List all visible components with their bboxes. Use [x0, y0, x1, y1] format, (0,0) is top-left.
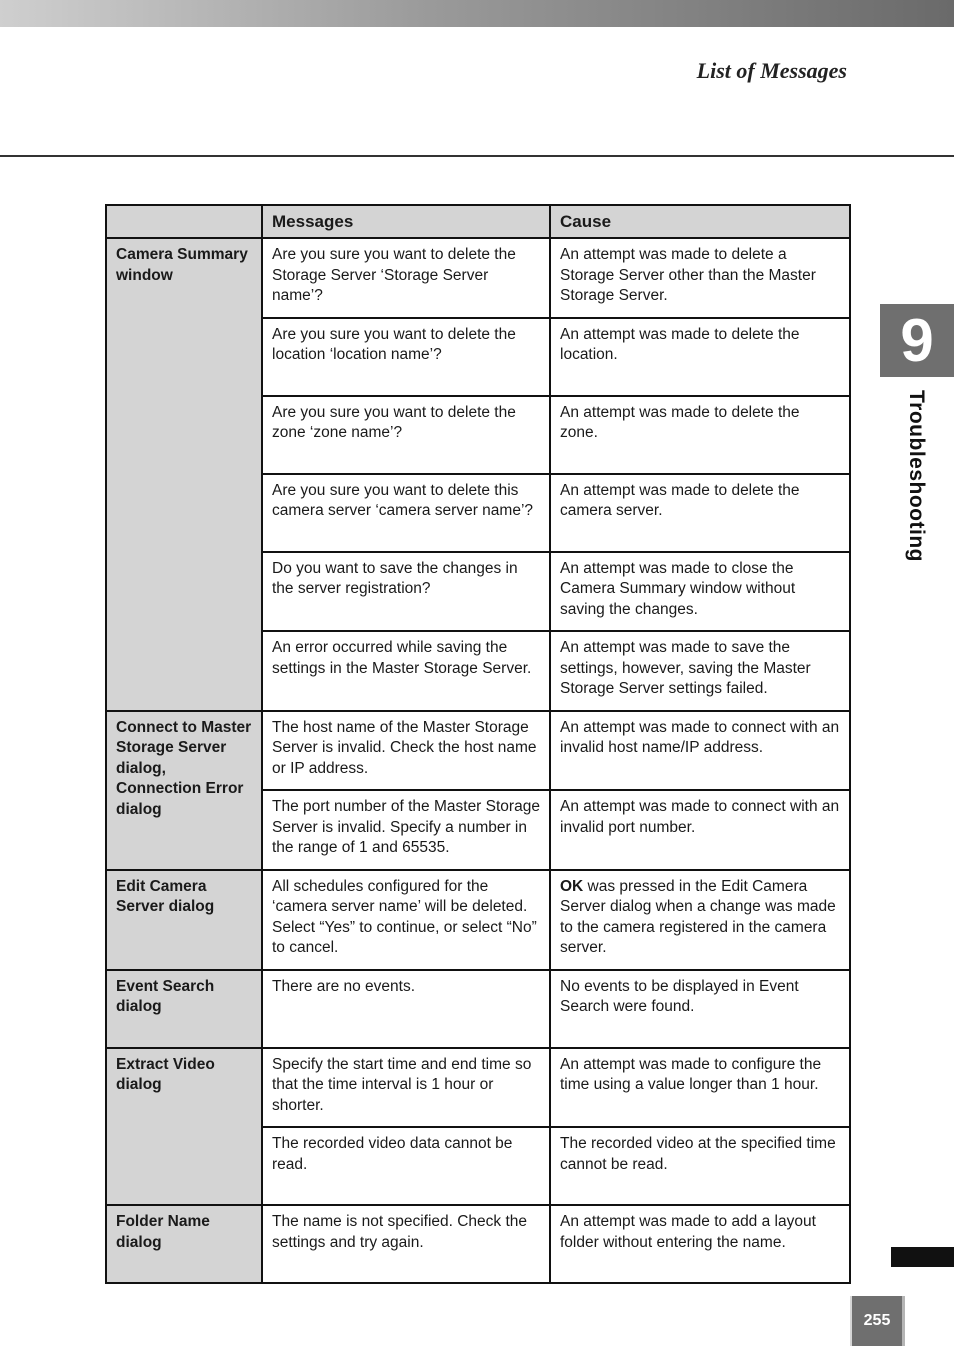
table-header-row [106, 205, 850, 238]
cause-cell: An attempt was made to delete a Storage Server other than the Master Storage Server. [550, 238, 850, 318]
top-decorative-band [0, 0, 954, 27]
message-cell: Specify the start time and end time so that the time interval is 1 hour or shorter. [262, 1048, 550, 1128]
cause-cell: An attempt was made to delete the location. [550, 318, 850, 396]
page-header-title: List of Messages [696, 58, 847, 83]
message-cell: Are you sure you want to delete the location ‘location name’? [262, 318, 550, 396]
table-row [106, 1205, 850, 1283]
cause-cell: An attempt was made to configure the time using a value longer than 1 hour. [550, 1048, 850, 1128]
header-divider [0, 155, 954, 157]
message-cell: The port number of the Master Storage Server is invalid. Specify a number in the range of 1 and 65535. [262, 790, 550, 870]
table-row [106, 1048, 850, 1128]
chapter-label: Troubleshooting [905, 390, 928, 562]
header-messages: Messages [262, 205, 550, 238]
cause-cell: An attempt was made to connect with an invalid port number. [550, 790, 850, 870]
message-cell: All schedules configured for the ‘camera server name’ will be deleted. Select “Yes” to continue, or select “No” to cancel. [262, 870, 550, 970]
page-number: 255 [850, 1296, 905, 1346]
message-cell: Are you sure you want to delete the Storage Server ‘Storage Server name’? [262, 238, 550, 318]
messages-table [105, 204, 851, 1284]
cause-cell: An attempt was made to close the Camera Summary window without saving the changes. [550, 552, 850, 632]
table-row [106, 970, 850, 1048]
header-blank-cell [106, 205, 262, 238]
message-cell: An error occurred while saving the settings in the Master Storage Server. [262, 631, 550, 711]
table-row [106, 711, 850, 791]
cause-cell: An attempt was made to delete the zone. [550, 396, 850, 474]
message-cell: Are you sure you want to delete this camera server ‘camera server name’? [262, 474, 550, 552]
cause-cell [550, 870, 850, 970]
cause-cell: An attempt was made to save the settings, however, saving the Master Storage Server settings failed. [550, 631, 850, 711]
message-cell: The host name of the Master Storage Server is invalid. Check the host name or IP address. [262, 711, 550, 791]
table-row [106, 870, 850, 970]
cause-cell: No events to be displayed in Event Search were found. [550, 970, 850, 1048]
group-label: Connect to Master Storage Server dialog, Connection Error dialog [106, 711, 262, 870]
group-label: Camera Summary window [106, 238, 262, 711]
cause-bold-ok: OK [560, 877, 584, 895]
message-cell: Do you want to save the changes in the server registration? [262, 552, 550, 632]
cause-cell: An attempt was made to delete the camera server. [550, 474, 850, 552]
group-label: Edit Camera Server dialog [106, 870, 262, 970]
group-label: Extract Video dialog [106, 1048, 262, 1206]
message-cell: There are no events. [262, 970, 550, 1048]
group-label: Event Search dialog [106, 970, 262, 1048]
message-cell: The recorded video data cannot be read. [262, 1127, 550, 1205]
side-marker-bar [891, 1247, 954, 1267]
message-cell: Are you sure you want to delete the zone ‘zone name’? [262, 396, 550, 474]
cause-cell: The recorded video at the specified time cannot be read. [550, 1127, 850, 1205]
cause-text: was pressed in the Edit Camera Server dialog when a change was made to the camera registered in the camera server. [560, 877, 836, 956]
table-row [106, 238, 850, 318]
group-label: Folder Name dialog [106, 1205, 262, 1283]
header-cause: Cause [550, 205, 850, 238]
message-cell: The name is not specified. Check the settings and try again. [262, 1205, 550, 1283]
cause-cell: An attempt was made to connect with an invalid host name/IP address. [550, 711, 850, 791]
chapter-number-tab: 9 [880, 304, 954, 377]
cause-cell: An attempt was made to add a layout folder without entering the name. [550, 1205, 850, 1283]
